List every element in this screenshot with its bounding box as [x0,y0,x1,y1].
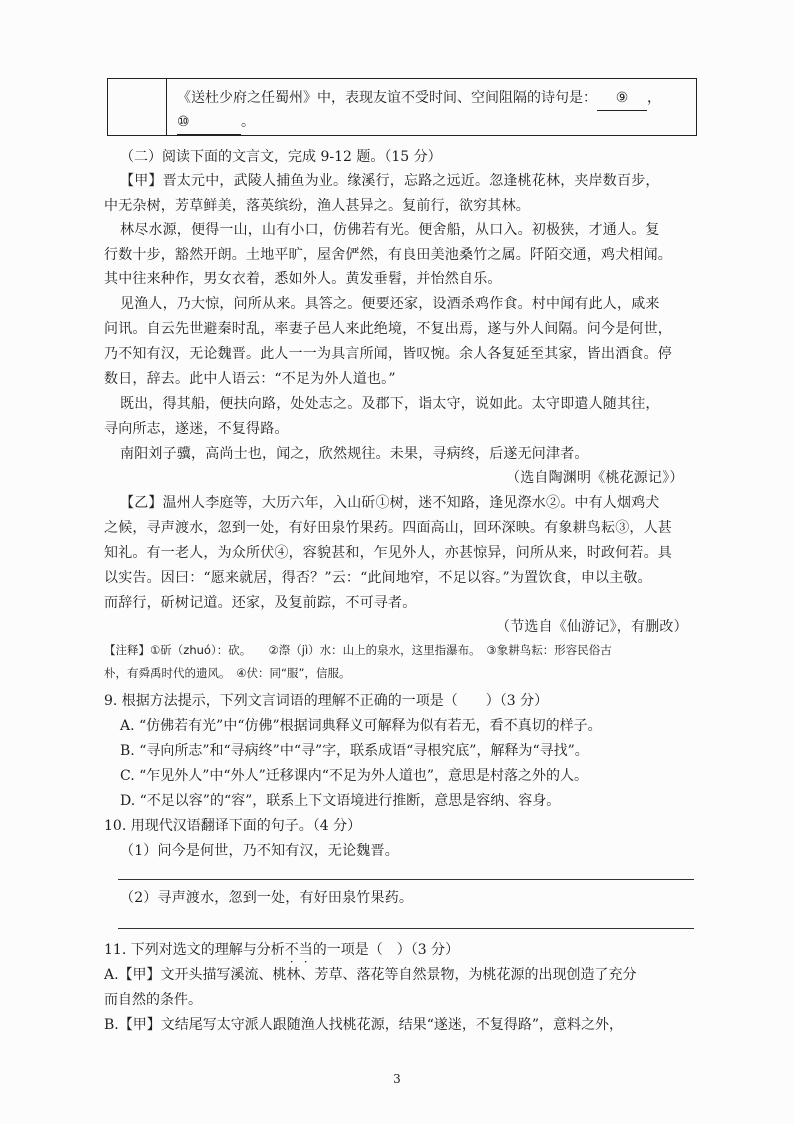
jia-line-7: 问讯。自云先世避秦时乱，率妻子邑人来此绝境，不复出焉，遂与外人间隔。问今是何世， [104,321,672,337]
emphasis-char: 当 [298,942,313,958]
table-question-text: 《送杜少府之任蜀州》中，表现友谊不受时间、空间阻隔的诗句是： [177,90,597,106]
note-line-1: 【注释】①斫（zhuó）：砍。 ②漈（jì）水：山上的泉水，这里指瀑布。 ③象耕鸟耘：形容民俗古 [104,643,612,657]
blank-10: ⑩ [177,111,241,135]
yi-line-3: 知礼。有一老人，为众所伏④，容貌甚和，乍见外人，亦甚惊异，问所从来，时政何若。具 [104,545,672,561]
q11-stem-part: 的一项是（ ）（3 分） [312,942,460,958]
q10-sentence-2: （2）寻声渡水，忽到一处，有好田泉竹果药。 [120,890,414,906]
answer-line-2 [118,928,694,929]
punct: ， [647,90,661,106]
q9-option-a: A. “仿佛若有光”中“仿佛”根据词典释义可解释为似有若无，看不真切的样子。 [120,718,602,734]
answer-line-1 [118,879,694,880]
yi-line-2: 之候，寻声渡水，忽到一处，有好田泉竹果药。四面高山，回环深映。有象耕鸟耘③，人甚 [104,520,672,536]
q9-stem: 9. 根据方法提示，下列文言词语的理解不正确的一项是（ ）（3 分） [104,693,549,709]
note-line-2: 朴，有舜禹时代的遗风。 ④伏：同“服”，信服。 [104,666,351,680]
page-number: 3 [393,1072,401,1086]
q11-option-a-line-2: 而自然的条件。 [104,992,202,1008]
jia-line-6: 见渔人，乃大惊，问所从来。具答之。便要还家，设酒杀鸡作食。村中闻有此人，咸来 [120,296,660,312]
yi-line-5: 而辞行，斫树记道。还家，及复前踪，不可寻者。 [104,595,417,611]
jia-line-3: 林尽水源，便得一山，山有小口，仿佛若有光。便舍船，从口入。初极狭，才通人。复 [120,222,660,238]
yi-line-4: 以实告。因曰：“愿来就居，得否？”云：“此间地窄，不足以容。”为置饮食，申以主敬。 [104,570,652,586]
table-empty-cell [108,79,167,135]
q11-stem [104,939,459,959]
section-heading: （二）阅读下面的文言文，完成 9-12 题。（15 分） [120,149,442,165]
jia-line-12: 南阳刘子骥，高尚士也，闻之，欣然规往。未果，寻病终，后遂无问津者。 [120,446,589,462]
q11-stem-part: 11. 下列对选文的理解与分析 [104,942,285,958]
punct: 。 [241,114,255,130]
yi-source: （节选自《仙游记》，有删改） [496,619,688,635]
q10-stem: 10. 用现代汉语翻译下面的句子。（4 分） [104,818,362,834]
yi-line-1: 【乙】温州人李庭等，大历六年，入山斫①树，迷不知路，逢见漈水②。中有人烟鸡犬 [120,495,660,511]
jia-line-10: 既出，得其船，便扶向路，处处志之。及郡下，诣太守，说如此。太守即遣人随其往， [120,396,660,412]
q11-option-a-line-1: A.【甲】文开头描写溪流、桃林、芳草、落花等自然景物，为桃花源的出现创造了充分 [104,967,637,983]
q9-option-b: B. “寻向所志”和“寻病终”中“寻”字，联系成语“寻根究底”，解释为“寻找”。 [120,743,589,759]
emphasis-char: 不 [284,942,299,958]
jia-line-5: 其中往来种作，男女衣着，悉如外人。黄发垂髫，并怡然自乐。 [104,271,502,287]
answer-table [107,78,697,136]
q11-option-b-line-1: B.【甲】文结尾写太守派人跟随渔人找桃花源，结果“遂迷，不复得路”，意料之外， [104,1017,624,1033]
q9-option-d: D. “不足以容”的“容”，联系上下文语境进行推断，意思是容纳、容身。 [120,793,561,809]
jia-line-4: 行数十步，豁然开朗。土地平旷，屋舍俨然，有良田美池桑竹之属。阡陌交通，鸡犬相闻。 [104,247,672,263]
jia-line-9: 数日，辞去。此中人语云：“不足为外人道也。” [104,371,396,387]
table-text-cell [167,79,696,135]
jia-line-8: 乃不知有汉，无论魏晋。此人一一为具言所闻，皆叹惋。余人各复延至其家，皆出酒食。停 [104,346,672,362]
jia-line-1: 【甲】晋太元中，武陵人捕鱼为业。缘溪行，忘路之远近。忽逢桃花林，夹岸数百步， [120,173,660,189]
jia-source: （选自陶渊明《桃花源记》） [506,470,684,486]
blank-9: ⑨ [597,87,647,111]
jia-line-2: 中无杂树，芳草鲜美，落英缤纷，渔人甚异之。复前行，欲穷其林。 [104,198,530,214]
jia-line-11: 寻向所志，遂迷，不复得路。 [104,421,289,437]
q9-option-c: C. “乍见外人”中“外人”迁移课内“不足为外人道也”，意思是村落之外的人。 [120,768,589,784]
q10-sentence-1: （1）问今是何世，乃不知有汉，无论魏晋。 [120,843,399,859]
